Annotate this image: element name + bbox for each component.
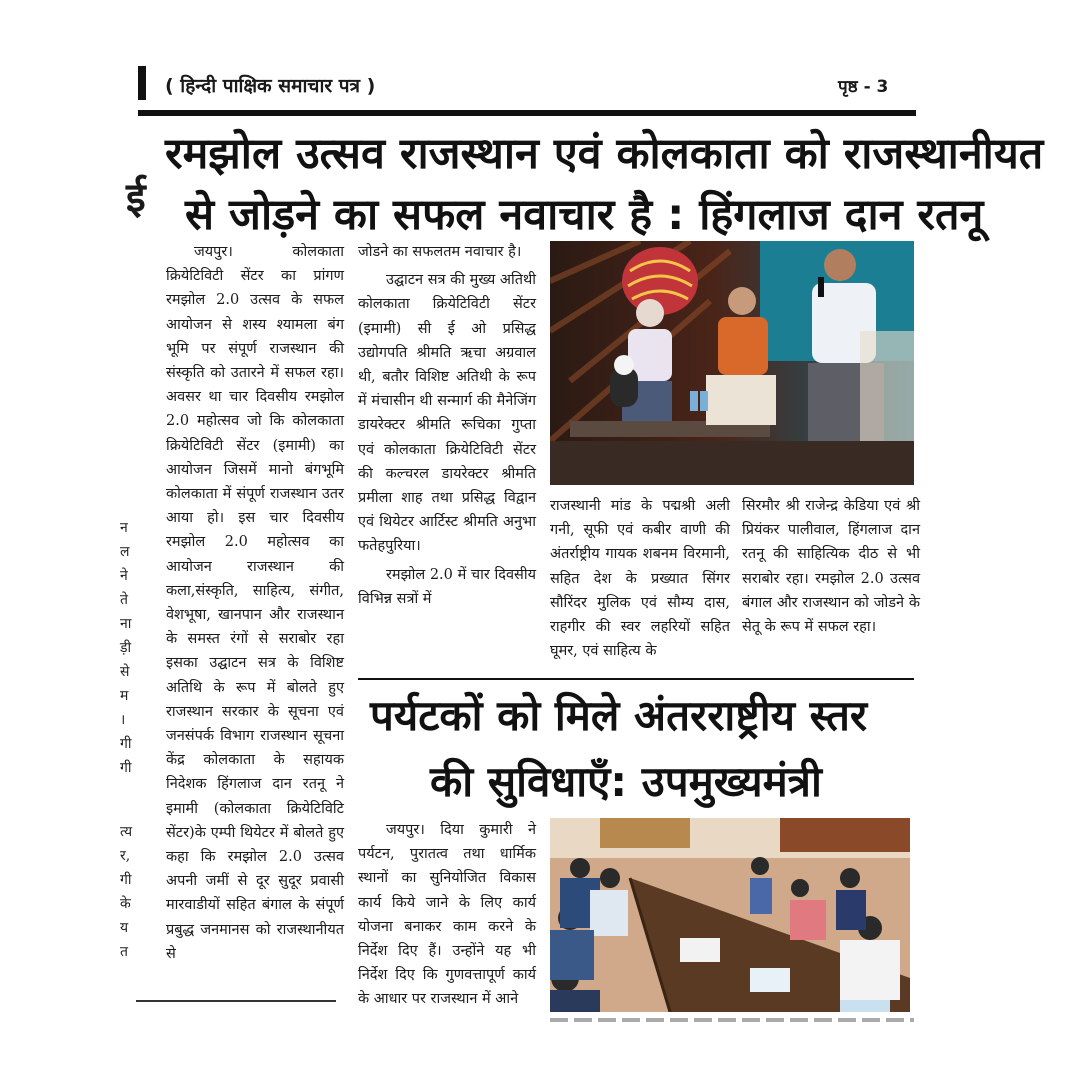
story1-headline-line1: रमझोल उत्सव राजस्थान एवं कोलकाता को राजस्थानीयत [165, 129, 1044, 179]
margin-fragment: गी [120, 760, 132, 776]
margin-fragment: ल [120, 544, 130, 560]
margin-fragment: त्य [120, 824, 133, 840]
story1-headline-line2: से जोड़ने का सफल नवाचार है : हिंगलाज दान रतनू [185, 190, 984, 240]
story1-column-3 [550, 494, 730, 663]
margin-fragment: । [120, 712, 126, 728]
margin-fragment: गी [120, 736, 132, 752]
cut-off-text-line [550, 1018, 914, 1022]
margin-fragment: न [120, 520, 128, 536]
margin-fragment: म [120, 688, 129, 704]
top-rule [138, 110, 916, 116]
page-number: पृष्ठ - 3 [838, 77, 889, 97]
panel-discussion-photo [550, 241, 914, 485]
story2-headline-line1: पर्यटकों को मिले अंतरराष्ट्रीय स्तर [370, 691, 868, 740]
masthead-bar [138, 66, 146, 100]
story1-col4-para: सिरमौर श्री राजेन्द्र केडिया एवं श्री प्रियंकर पालीवाल, हिंगलाज दान रतनू की साहित्यिक दीठ से भी सराबोर रहा। रमझोल 2.0 उत्सव बंगाल और राजस्थान को जोडने के सेतू के रूप में सफल रहा। [742, 498, 920, 636]
story2-headline-line2: की सुविधाएँ: उपमुख्यमंत्री [430, 757, 822, 806]
story2-column-1 [358, 818, 536, 1012]
story1-column-1 [166, 240, 344, 966]
margin-fragment: ने [120, 568, 128, 584]
story1-col2-para-2: उद्घाटन सत्र की मुख्य अतिथी कोलकाता क्रियेटिविटी सेंटर (इमामी) सी ई ओ प्रसिद्ध उद्योगपति श्रीमति ऋचा अग्रवाल थी, बतौर विशिष्ट अतिथी के रूप में मंचासीन थी सन्मार्ग की मैनेजिंग डायरेक्टर श्रीमति रूचिका गुप्ता एवं कोलकाता क्रियेटिविटी सेंटर की कल्चरल डायरेक्टर श्रीमति प्रमीला शाह तथा प्रसिद्ध विद्वान एवं थियेटर आर्टिस्ट श्रीमति अनुभा फतेहपुरिया। [358, 272, 536, 555]
margin-fragment: के [120, 896, 131, 912]
meeting-photo [550, 818, 910, 1012]
story1-column-4 [742, 494, 920, 639]
margin-fragment: ड़ी [120, 640, 132, 656]
margin-fragment: ते [120, 592, 128, 608]
masthead-title: ( हिन्दी पाक्षिक समाचार पत्र ) [165, 75, 376, 97]
story2-col1-para: जयपुर। दिया कुमारी ने पर्यटन, पुरातत्व तथा धार्मिक स्थानों का सुनियोजित विकास कार्य किये जाने के लिए कार्य योजना बनाकर काम करने के निर्देश दिए हैं। उन्होंने यह भी निर्देश दिए कि गुणवत्तापूर्ण कार्य के आधार पर राजस्थान में आने [358, 822, 536, 1008]
story1-col2-para-1: जोडने का सफलतम नवाचार है। [358, 244, 522, 260]
margin-fragment: त [120, 944, 128, 960]
story1-column-2 [358, 240, 536, 611]
margin-fragment: से [120, 664, 130, 680]
bottom-left-rule [136, 1000, 336, 1002]
cut-glyph: ई [126, 175, 146, 221]
story1-col2-para-3: रमझोल 2.0 में चार दिवसीय विभिन्न सत्रों में [358, 566, 536, 607]
margin-fragment: र, [120, 848, 131, 864]
story1-col3-para: राजस्थानी मांड के पद्मश्री अली गनी, सूफी एवं कबीर वाणी की अंतर्राष्ट्रीय गायक शबनम विरमानी, सहित देश के प्रख्यात सिंगर सौरिंदर मुलिक एवं सौम्य दास, राहगीर की स्वर लहरियों सहित घूमर, एवं साहित्य के [550, 498, 730, 660]
margin-fragment: गी [120, 872, 132, 888]
margin-fragment: य [120, 920, 129, 936]
section-rule [358, 678, 914, 680]
story1-col1-para: जयपुर। कोलकाता क्रियेटिविटी सेंटर का प्रांगण रमझोल 2.0 उत्सव के सफल आयोजन से शस्य श्यामला बंग भूमि पर संपूर्ण राजस्थान की संस्कृति को उतारने में सफल रहा। अवसर था चार दिवसीय रमझोल 2.0 महोत्सव जो कि कोलकाता क्रियेटिविटी सेंटर (इमामी) का आयोजन जिसमें मानो बंगभूमि कोलकाता में संपूर्ण राजस्थान उतर आया हो। इस चार दिवसीय रमझोल 2.0 महोत्सव का आयोजन राजस्थान की कला,संस्कृति, साहित्य, संगीत, वेशभूषा, खानपान और राजस्थान के समस्त रंगों से सराबोर रहा इसका उद्घाटन सत्र के विशिष्ट अतिथि के रूप में बोलते हुए राजस्थान सरकार के सूचना एवं जनसंपर्क विभाग राजस्थान सूचना केंद्र कोलकाता के सहायक निदेशक हिंगलाज दान रतनू ने इमामी (कोलकाता क्रियेटिविटि सेंटर)के एम्पी थियेटर में बोलते हुए कहा कि रमझोल 2.0 उत्सव अपनी जमीं से दूर सुदूर प्रवासी मारवाडीयों सहित बंगाल के संपूर्ण प्रबुद्ध जनमानस को राजस्थानीयत से [166, 244, 344, 962]
margin-fragment: ना [120, 616, 132, 632]
